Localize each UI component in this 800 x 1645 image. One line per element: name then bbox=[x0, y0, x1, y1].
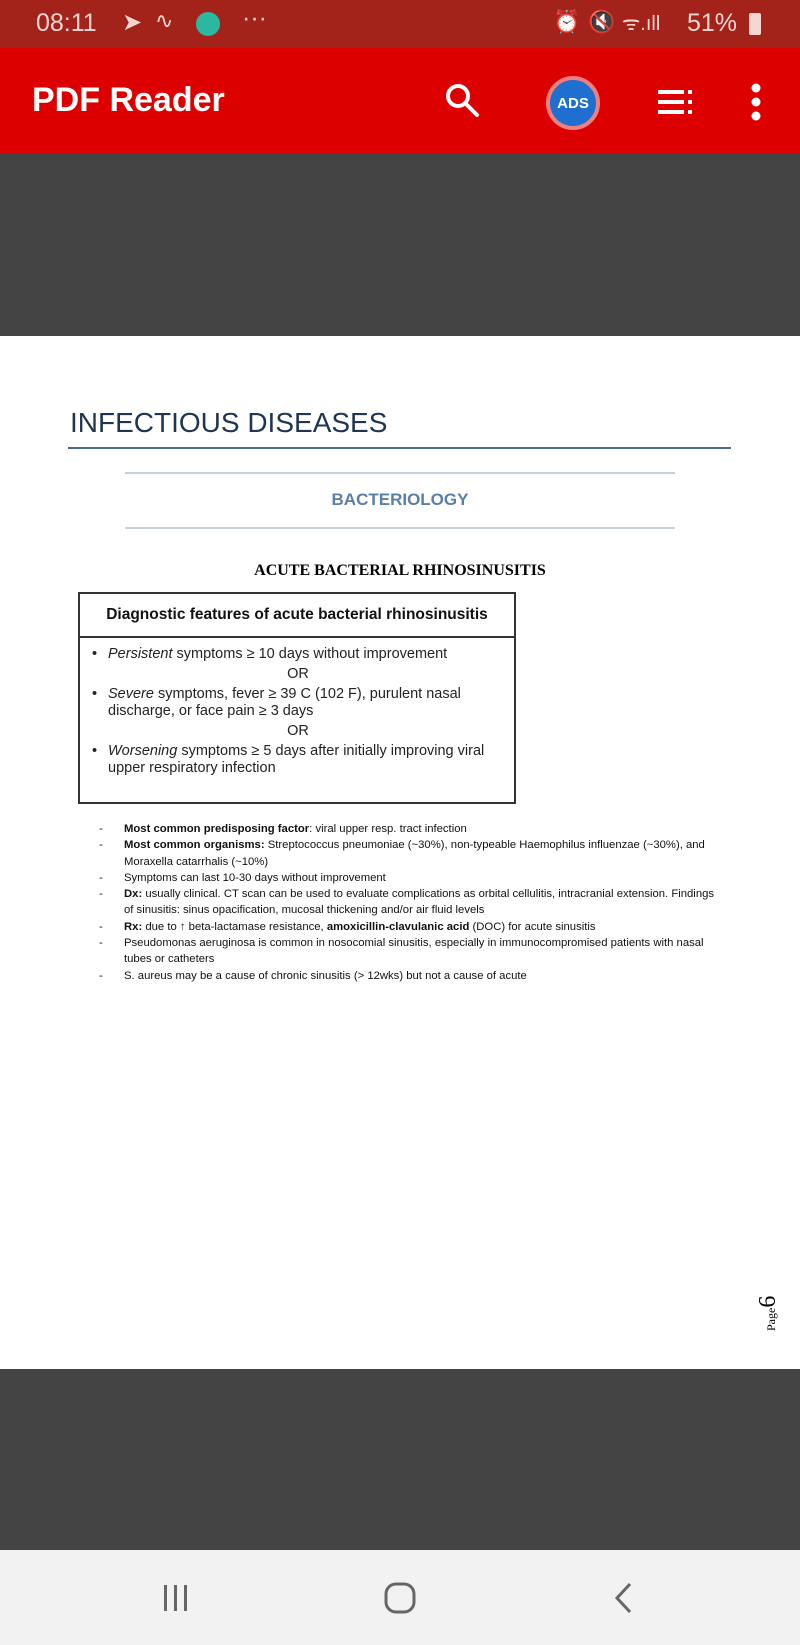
divider bbox=[125, 472, 675, 474]
more-options-icon[interactable] bbox=[748, 82, 764, 122]
note-bold: Dx: bbox=[124, 888, 143, 901]
pulse-icon: ∿ bbox=[155, 8, 174, 33]
feature-item: • Severe symptoms, fever ≥ 39 C (102 F), purulent nasal discharge, or face pain ≥ 3 days bbox=[92, 686, 461, 719]
clock: 08:11 bbox=[36, 9, 97, 37]
feature-text: symptoms ≥ 5 days after initially improving viral upper respiratory infection bbox=[108, 743, 485, 776]
box-header: Diagnostic features of acute bacterial rhinosinusitis bbox=[80, 594, 514, 638]
page-number bbox=[755, 1271, 785, 1331]
feature-em: Worsening bbox=[108, 743, 178, 759]
divider bbox=[125, 527, 675, 529]
back-icon[interactable] bbox=[612, 1581, 636, 1615]
or-label: OR bbox=[287, 723, 309, 739]
diagnostic-features-box bbox=[78, 592, 516, 804]
note-item: - Pseudomonas aeruginosa is common in nosocomial sinusitis, especially in immunocompromised patients with nasal tubes or catheters bbox=[99, 935, 724, 968]
note-text: S. aureus may be a cause of chronic sinusitis (> 12wks) but not a cause of acute bbox=[124, 969, 527, 982]
note-item: - Rx: due to ↑ beta-lactamase resistance, amoxicillin-clavulanic acid (DOC) for acute sinusitis bbox=[99, 920, 596, 933]
status-bar bbox=[0, 0, 800, 48]
page-gap bbox=[0, 154, 800, 336]
app-toolbar bbox=[0, 48, 800, 154]
feature-item: • Persistent symptoms ≥ 10 days without improvement bbox=[92, 646, 448, 662]
more-notifications-icon: ··· bbox=[242, 4, 267, 32]
system-nav-bar bbox=[0, 1550, 800, 1645]
recent-apps-icon[interactable] bbox=[160, 1582, 192, 1614]
page-label: Page bbox=[764, 1307, 778, 1331]
feature-em: Severe bbox=[108, 686, 154, 702]
app-notification-icon bbox=[196, 12, 220, 36]
app-title: PDF Reader bbox=[32, 81, 225, 119]
note-bold: amoxicillin-clavulanic acid bbox=[326, 920, 470, 933]
heading-rule bbox=[68, 447, 731, 449]
note-text: Pseudomonas aeruginosa is common in nosocomial sinusitis, especially in immunocompromised patients with nasal tubes or catheters bbox=[124, 937, 704, 966]
note-text: Symptoms can last 10-30 days without improvement bbox=[124, 871, 386, 884]
document-title bbox=[0, 562, 800, 580]
page-gap bbox=[0, 1369, 800, 1550]
section-title: BACTERIOLOGY bbox=[331, 490, 469, 509]
note-bold: Most common predisposing factor bbox=[124, 823, 310, 835]
feature-text: symptoms ≥ 10 days without improvement bbox=[172, 646, 448, 662]
battery-icon bbox=[749, 13, 761, 35]
mute-icon: 🔇 bbox=[588, 9, 616, 34]
document-heading: INFECTIOUS DISEASES bbox=[70, 407, 388, 438]
or-label: OR bbox=[287, 666, 309, 682]
feature-em: Persistent bbox=[108, 646, 173, 662]
note-item: - Most common organisms: Streptococcus pneumoniae (~30%), non-typeable Haemophilus influenzae (~30%), and Moraxella catarrhalis (~10%) bbox=[99, 839, 705, 868]
remove-ads-button[interactable] bbox=[546, 76, 600, 130]
battery-percent: 51% bbox=[687, 9, 738, 37]
alarm-icon: ⏰ bbox=[553, 9, 581, 34]
list-view-icon[interactable] bbox=[656, 86, 696, 118]
feature-item: • Worsening symptoms ≥ 5 days after initially improving viral upper respiratory infection bbox=[92, 743, 485, 776]
title-text: ACUTE BACTERIAL RHINOSINUSITIS bbox=[254, 562, 546, 579]
note-text: : viral upper resp. tract infection bbox=[309, 823, 467, 835]
note-text: due to ↑ beta-lactamase resistance, bbox=[142, 920, 327, 933]
note-text: Streptococcus pneumoniae (~30%), non-typeable Haemophilus influenzae (~30%), and Moraxella catarrhalis (~10%) bbox=[124, 839, 705, 868]
notes-list bbox=[99, 821, 724, 984]
wifi-signal-icon: ᯤ.ıll bbox=[622, 13, 661, 35]
feature-text: symptoms, fever ≥ 39 C (102 F), purulent nasal discharge, or face pain ≥ 3 days bbox=[108, 686, 461, 719]
note-bold: Rx: bbox=[124, 920, 143, 933]
search-icon[interactable] bbox=[442, 80, 482, 120]
note-text: (DOC) for acute sinusitis bbox=[469, 920, 596, 933]
note-item: - Dx: usually clinical. CT scan can be used to evaluate complications as orbital cellulitis, intracranial extension. Findings of sinusitis: sinus opacification, mucosal thickening and/or air fluid levels bbox=[99, 888, 715, 917]
pdf-page[interactable] bbox=[0, 336, 800, 1369]
home-icon[interactable] bbox=[383, 1581, 417, 1615]
note-item: - S. aureus may be a cause of chronic sinusitis (> 12wks) but not a cause of acute bbox=[99, 968, 724, 984]
note-bold: Most common organisms: bbox=[124, 839, 265, 852]
page-number-value: 6 bbox=[755, 1295, 781, 1308]
note-item: - Symptoms can last 10-30 days without improvement bbox=[99, 870, 724, 886]
note-item: - Most common predisposing factor: viral upper resp. tract infection bbox=[99, 823, 467, 835]
ads-label: ADS bbox=[557, 94, 589, 112]
telegram-icon: ➤ bbox=[122, 9, 143, 36]
note-text: usually clinical. CT scan can be used to evaluate complications as orbital cellulitis, intracranial extension. Findings of sinusitis: sinus opacification, mucosal thickening and/or air fluid levels bbox=[124, 888, 715, 917]
